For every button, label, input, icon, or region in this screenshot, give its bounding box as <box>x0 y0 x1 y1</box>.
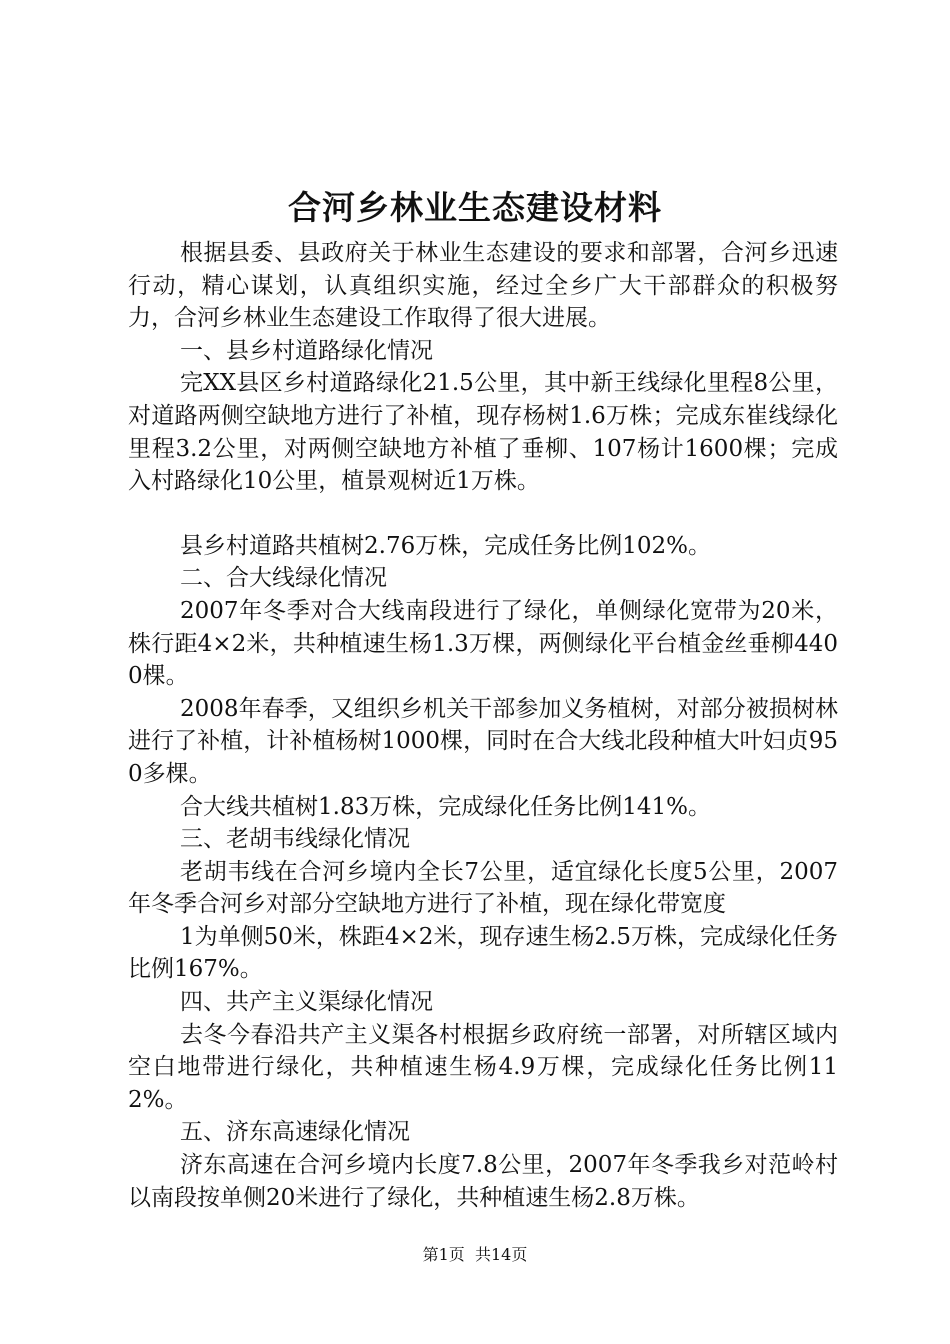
section-2-summary: 合大线共植树1.83万株，完成绿化任务比例141%。 <box>180 793 711 820</box>
page-footer <box>0 1243 950 1267</box>
section-1-paragraph: 完XX县区乡村道路绿化21.5公里，其中新王线绿化里程8公里，对道路两侧空缺地方进行了补植，现存杨树1.6万株；完成东崔线绿化里程3.2公里，对两侧空缺地方补植了垂柳、107杨计1600棵；完成入村路绿化10公里，植景观树近1万株。 <box>128 370 838 495</box>
section-1-summary: 县乡村道路共植树2.76万株，完成任务比例102%。 <box>180 532 711 559</box>
page-total: 共14页 <box>474 1245 528 1264</box>
section-heading-1: 一、县乡村道路绿化情况 <box>180 337 433 364</box>
section-heading-3: 三、老胡韦线绿化情况 <box>180 826 410 853</box>
section-4-paragraph: 去冬今春沿共产主义渠各村根据乡政府统一部署，对所辖区域内空白地带进行绿化，共种植速生杨4.9万棵，完成绿化任务比例112%。 <box>128 1021 838 1113</box>
section-heading-5: 五、济东高速绿化情况 <box>180 1119 410 1146</box>
section-2-paragraph-2: 2008年春季，又组织乡机关干部参加义务植树，对部分被损树林进行了补植，计补植杨树1000棵，同时在合大线北段种植大叶妇贞950多棵。 <box>128 695 838 787</box>
section-heading-2: 二、合大线绿化情况 <box>180 565 387 592</box>
section-2-paragraph-1: 2007年冬季对合大线南段进行了绿化，单侧绿化宽带为20米，株行距4×2米，共种植速生杨1.3万棵，两侧绿化平台植金丝垂柳4400棵。 <box>128 597 838 690</box>
intro-paragraph: 根据县委、县政府关于林业生态建设的要求和部署，合河乡迅速行动，精心谋划，认真组织实施，经过全乡广大干部群众的积极努力，合河乡林业生态建设工作取得了很大进展。 <box>128 240 838 332</box>
section-3-paragraph-2: 1为单侧50米，株距4×2米，现存速生杨2.5万株，完成绿化任务比例167%。 <box>128 923 839 983</box>
section-3-paragraph-1: 老胡韦线在合河乡境内全长7公里，适宜绿化长度5公里，2007年冬季合河乡对部分空缺地方进行了补植，现在绿化带宽度 <box>128 858 838 918</box>
section-heading-4: 四、共产主义渠绿化情况 <box>180 989 433 1016</box>
page-number: 第1页 <box>422 1245 465 1264</box>
document-title: 合河乡林业生态建设材料 <box>288 188 662 227</box>
section-5-paragraph: 济东高速在合河乡境内长度7.8公里，2007年冬季我乡对范岭村以南段按单侧20米进行了绿化，共种植速生杨2.8万株。 <box>128 1152 838 1211</box>
document-body <box>128 237 838 1214</box>
